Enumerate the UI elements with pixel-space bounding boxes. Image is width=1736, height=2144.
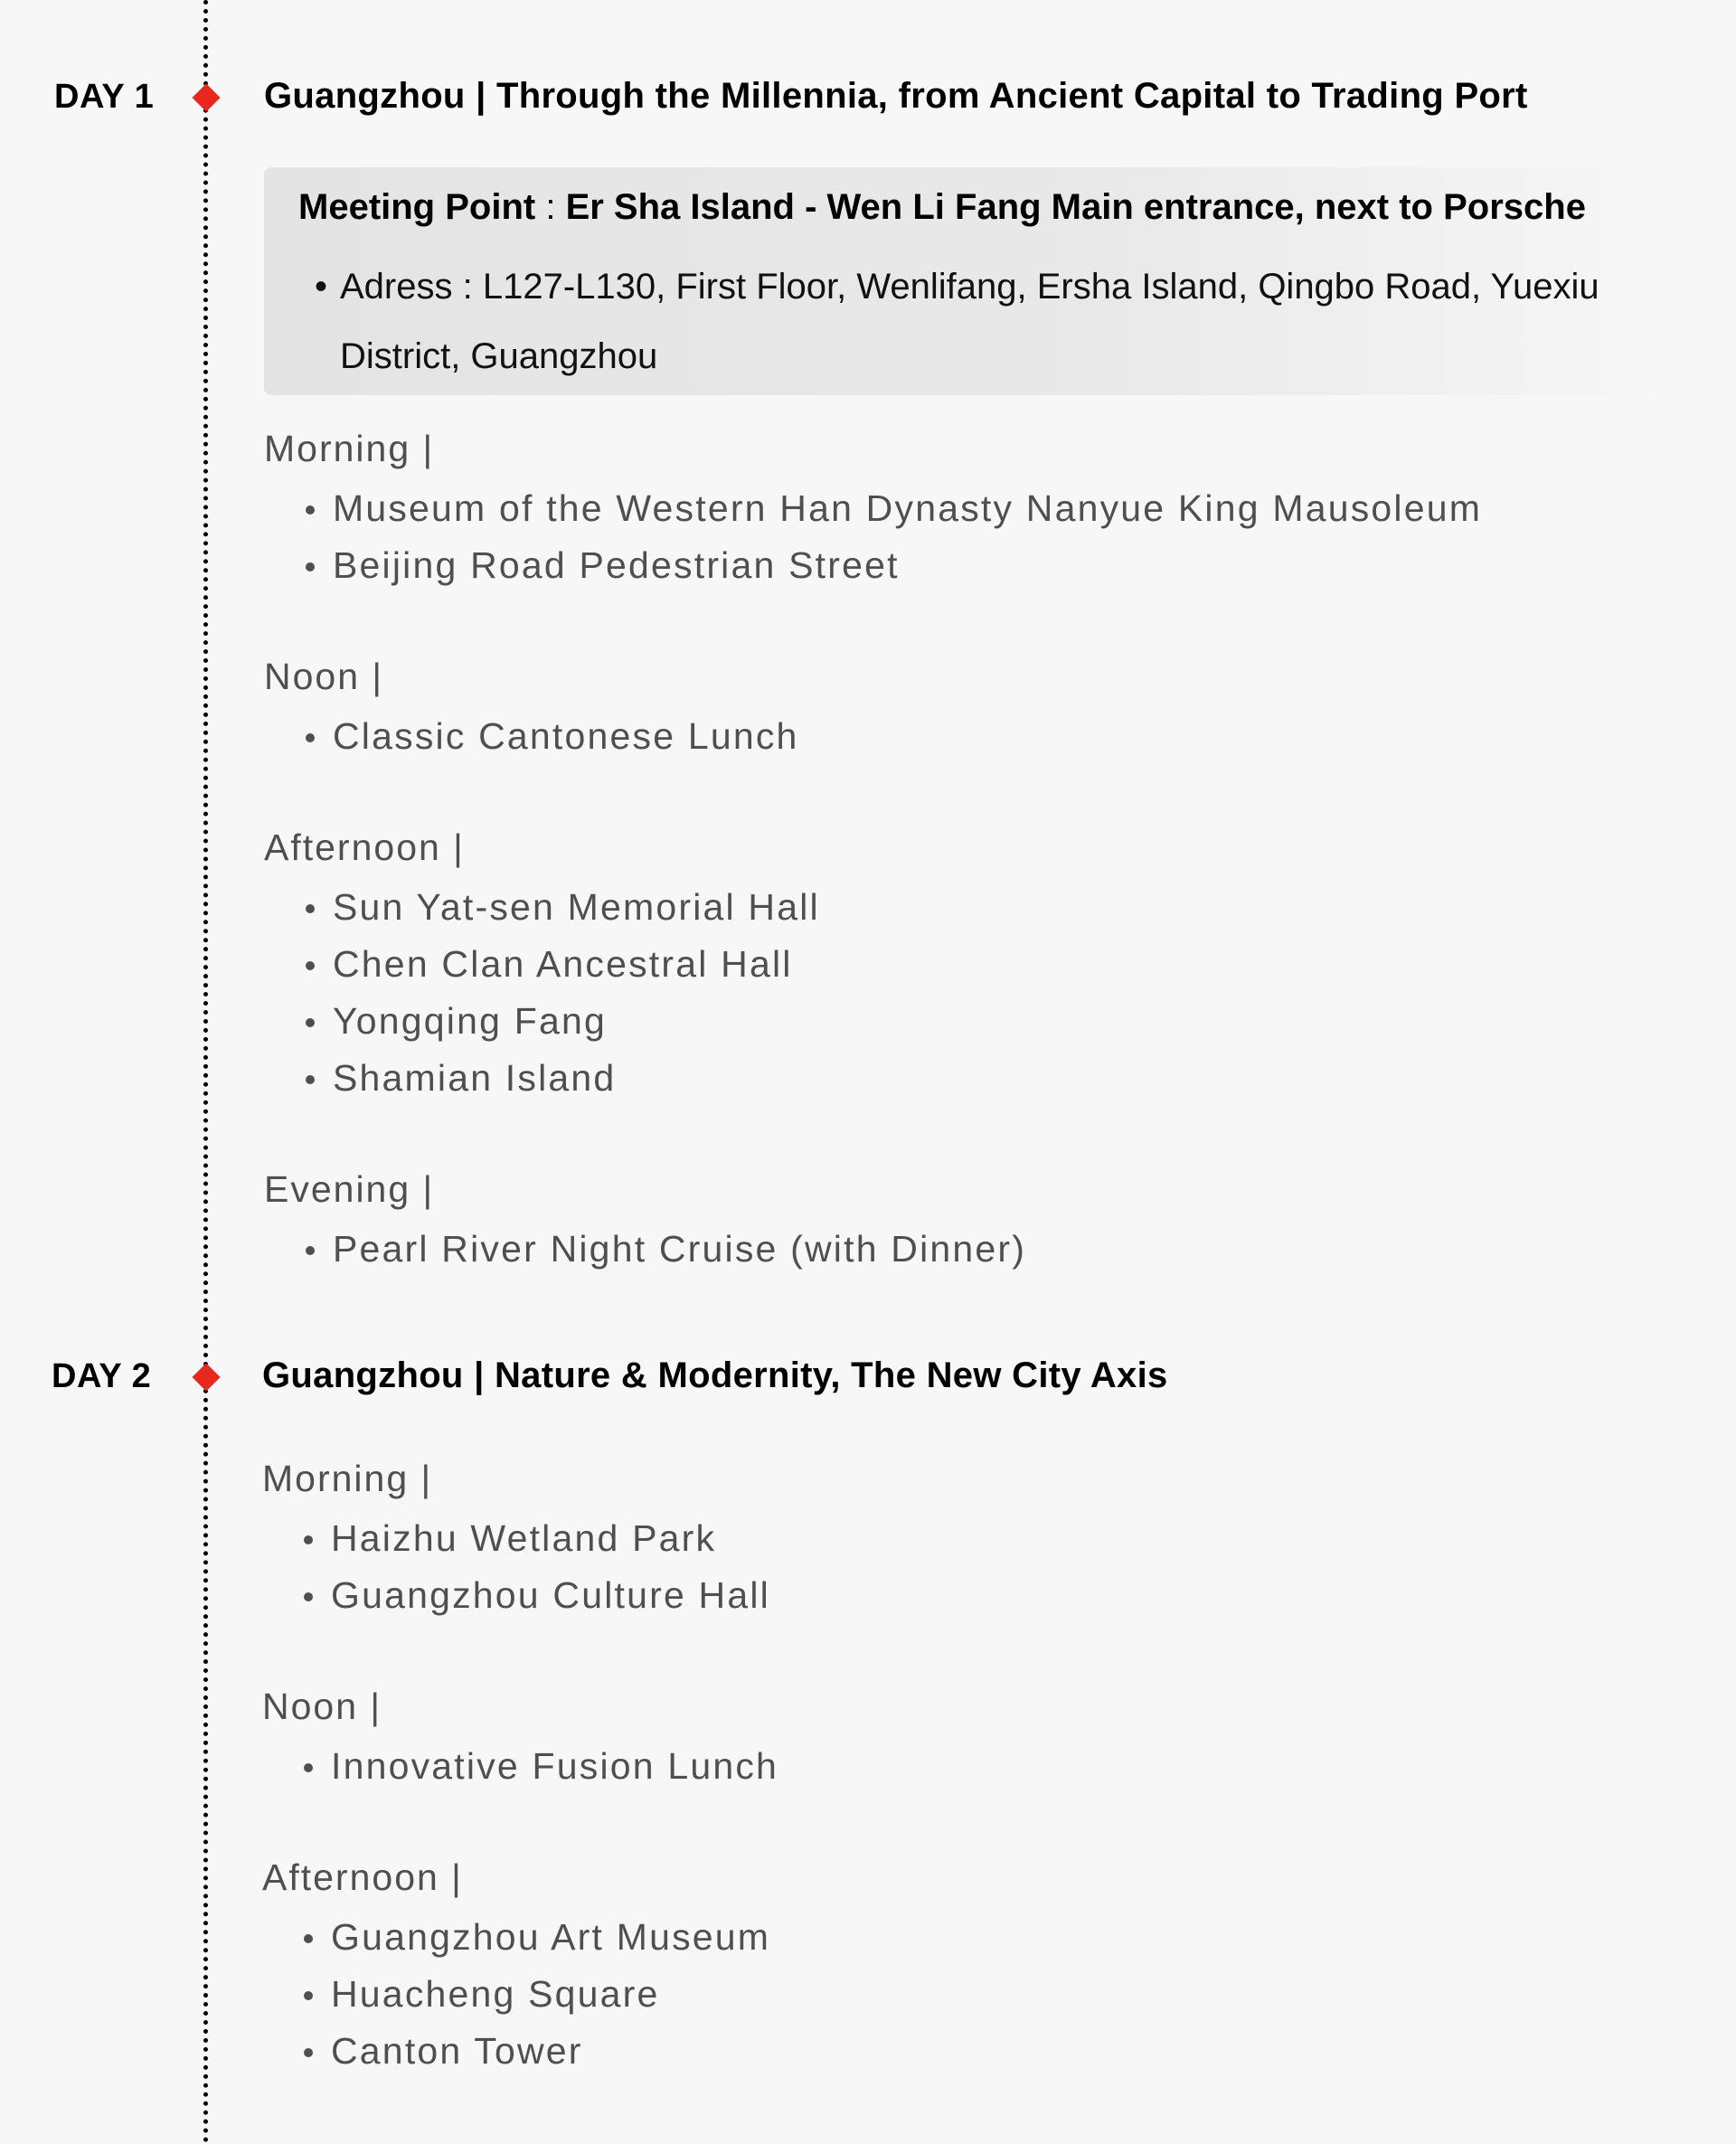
day-2-title: Guangzhou | Nature & Modernity, The New City Axis: [262, 1355, 1168, 1395]
section-title: Noon |: [264, 656, 384, 697]
section-title: Afternoon |: [264, 826, 465, 868]
bullet-icon: [304, 1991, 313, 2000]
day-1-morning-section: [264, 430, 1482, 594]
day-1-title: Guangzhou | Through the Millennia, from Ancient Capital to Trading Port: [264, 76, 1528, 116]
bullet-icon: [304, 1934, 313, 1943]
meeting-address: [315, 252, 1624, 392]
day-2-marker-icon: [192, 1363, 220, 1391]
bullet-icon: [304, 1535, 313, 1544]
item-list: [264, 708, 799, 765]
bullet-icon: [306, 904, 315, 913]
list-item-text: Guangzhou Art Museum: [331, 1916, 771, 1958]
bullet-icon: [306, 961, 315, 970]
item-list: [262, 1738, 778, 1795]
bullet-icon: [304, 1592, 313, 1601]
meeting-point-box: [264, 167, 1670, 395]
address-bullet: •: [315, 267, 328, 307]
section-title: Afternoon |: [262, 1856, 463, 1898]
day-1-marker-icon: [192, 83, 220, 111]
list-item-text: Chen Clan Ancestral Hall: [333, 943, 793, 985]
list-item-text: Innovative Fusion Lunch: [331, 1745, 779, 1787]
day-1-noon-section: [264, 658, 799, 765]
bullet-icon: [306, 562, 315, 571]
item-list: [262, 1510, 770, 1624]
day-2-noon-section: [262, 1688, 778, 1795]
list-item: [333, 1050, 820, 1107]
list-item-text: Huacheng Square: [331, 1973, 660, 2015]
day-1-evening-section: [264, 1168, 1027, 1278]
list-item: [331, 1510, 770, 1567]
bullet-icon: [306, 1018, 315, 1027]
list-item: [333, 879, 820, 936]
list-item-text: Pearl River Night Cruise (with Dinner): [333, 1228, 1027, 1270]
day-2-afternoon-section: [262, 1856, 771, 2080]
item-list: [264, 879, 820, 1107]
list-item: [333, 1221, 1026, 1278]
list-item-text: Classic Cantonese Lunch: [333, 715, 799, 757]
day-1-label: DAY 1: [54, 78, 155, 116]
list-item: [331, 1909, 770, 1966]
list-item-text: Guangzhou Culture Hall: [331, 1574, 770, 1616]
bullet-icon: [304, 2048, 313, 2057]
timeline-line: [203, 0, 208, 2144]
bullet-icon: [306, 1075, 315, 1084]
item-list: [262, 1909, 770, 2080]
meeting-address-text: Adress : L127-L130, First Floor, Wenlifang, Ersha Island, Qingbo Road, Yuexiu District, Guangzhou: [340, 267, 1599, 376]
list-item-text: Yongqing Fang: [333, 1000, 607, 1042]
list-item-text: Beijing Road Pedestrian Street: [333, 544, 900, 586]
day-2-morning-section: [262, 1460, 770, 1624]
list-item-text: Haizhu Wetland Park: [331, 1517, 717, 1559]
bullet-icon: [304, 1763, 313, 1772]
bullet-icon: [306, 733, 315, 742]
meeting-point-label: Meeting Point: [298, 187, 536, 227]
bullet-icon: [306, 505, 315, 515]
list-item-text: Canton Tower: [331, 2030, 583, 2072]
section-title: Noon |: [262, 1686, 382, 1727]
meeting-point-heading: [298, 184, 1586, 231]
list-item: [333, 537, 1482, 594]
list-item: [333, 936, 820, 993]
item-list: [264, 480, 1482, 594]
list-item: [333, 708, 799, 765]
meeting-point-value: Er Sha Island - Wen Li Fang Main entrance, next to Porsche: [565, 187, 1586, 227]
list-item: [333, 480, 1482, 537]
list-item: [331, 1738, 778, 1795]
day-2-label: DAY 2: [52, 1357, 152, 1395]
item-list: [264, 1221, 1026, 1278]
section-title: Evening |: [264, 1168, 435, 1210]
list-item-text: Museum of the Western Han Dynasty Nanyue King Mausoleum: [333, 487, 1483, 529]
meeting-point-separator: :: [535, 187, 566, 227]
list-item: [331, 1966, 770, 2023]
day-1-afternoon-section: [264, 826, 820, 1107]
bullet-icon: [306, 1246, 315, 1255]
list-item: [333, 993, 820, 1050]
list-item: [331, 2023, 770, 2080]
list-item-text: Shamian Island: [333, 1057, 617, 1099]
section-title: Morning |: [262, 1458, 433, 1499]
list-item-text: Sun Yat-sen Memorial Hall: [333, 886, 820, 928]
list-item: [331, 1567, 770, 1624]
section-title: Morning |: [264, 428, 435, 469]
